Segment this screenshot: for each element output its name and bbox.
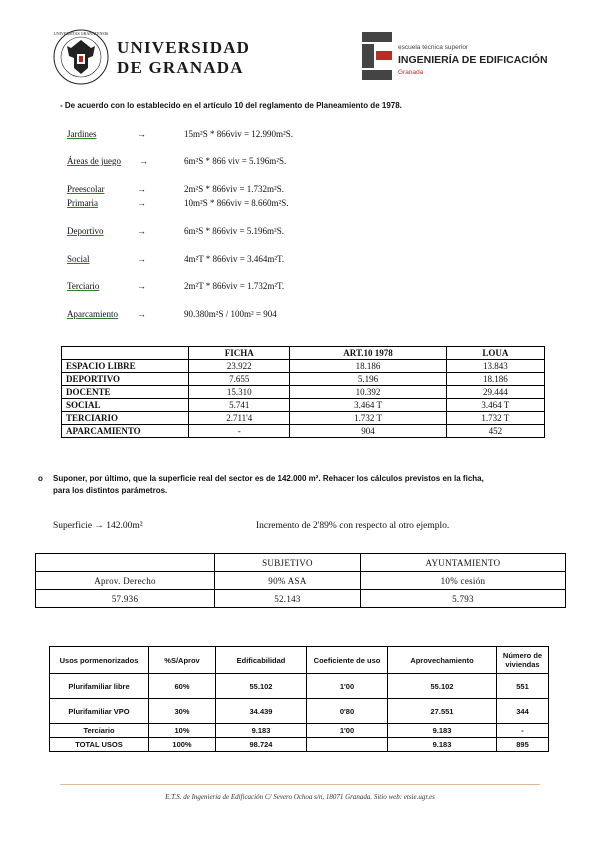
arrow-icon: → — [137, 309, 146, 319]
calc-value: 4m²T * 866viv = 3.464m²T. — [184, 254, 285, 264]
table-cell: 90% ASA — [215, 572, 361, 590]
arrow-icon: → — [139, 156, 148, 166]
table-cell: 34.439 — [216, 699, 307, 724]
table-cell: Plurifamiliar VPO — [50, 699, 149, 724]
table-cell: - — [189, 425, 290, 438]
table-cell: 60% — [149, 674, 216, 699]
table-header-row — [50, 647, 549, 674]
calc-label: Preescolar — [67, 184, 105, 194]
table-header-cell: AYUNTAMIENTO — [360, 554, 565, 572]
school-subtitle: escuela técnica superior — [398, 44, 469, 51]
university-name-line1: UNIVERSIDAD — [117, 38, 251, 57]
table-cell: 30% — [149, 699, 216, 724]
calc-label: Jardines — [67, 129, 97, 139]
arrow-icon: → — [137, 226, 146, 236]
table-cell: 52.143 — [215, 590, 361, 608]
table-cell: 904 — [290, 425, 446, 438]
table-cell: 18.186 — [290, 360, 446, 373]
calc-label: Terciario — [67, 281, 100, 291]
table-cell: 1'00 — [307, 674, 388, 699]
table-cell: 344 — [497, 699, 549, 724]
table-cell: 0'80 — [307, 699, 388, 724]
table-row — [36, 590, 566, 608]
table-cell: Terciario — [50, 724, 149, 738]
university-name-line2: DE GRANADA — [117, 58, 244, 77]
table-header-cell: Usos pormenorizados — [50, 647, 149, 674]
table-cell: 3.464 T — [446, 399, 544, 412]
table-cell: 23.922 — [189, 360, 290, 373]
calc-value: 2m²S * 866viv = 1.732m²S. — [184, 184, 284, 194]
table-cell: 27.551 — [388, 699, 497, 724]
table-cell: 1.732 T — [446, 412, 544, 425]
bullet-line: para los distintos parámetros. — [53, 486, 168, 495]
school-name-block — [398, 42, 548, 78]
table-row — [62, 386, 545, 399]
table-cell: 57.936 — [36, 590, 215, 608]
seal-text: UNIVERSITAS GRANATENSIS — [53, 31, 109, 36]
bullet-text — [53, 473, 484, 497]
calc-value: 2m²T * 866viv = 1.732m²T. — [184, 281, 285, 291]
comparison-table — [61, 346, 545, 438]
table-cell: TOTAL USOS — [50, 738, 149, 752]
arrow-icon: → — [137, 198, 146, 208]
table-header-cell: SUBJETIVO — [215, 554, 361, 572]
table-cell: 5.196 — [290, 373, 446, 386]
usos-table — [49, 646, 549, 752]
table-cell: 1'00 — [307, 724, 388, 738]
table-row — [50, 699, 549, 724]
table-cell: 55.102 — [216, 674, 307, 699]
aprovechamiento-table — [35, 553, 566, 608]
table-cell: 5.793 — [360, 590, 565, 608]
table-header-cell: Número de viviendas — [497, 647, 549, 674]
table-cell: 18.186 — [446, 373, 544, 386]
table-header-cell — [36, 554, 215, 572]
table-row — [62, 360, 545, 373]
table-row — [62, 373, 545, 386]
table-header-row — [36, 554, 566, 572]
table-cell: - — [497, 724, 549, 738]
table-cell: 5.741 — [189, 399, 290, 412]
ugr-seal-logo — [52, 28, 110, 86]
etsie-logo-mark — [362, 32, 392, 80]
calc-value: 10m²S * 866viv = 8.660m²S. — [184, 198, 289, 208]
calc-value: 15m²S * 866viv = 12.990m²S. — [184, 129, 293, 139]
table-row — [50, 674, 549, 699]
table-header-row — [62, 347, 545, 360]
table-cell: 10% — [149, 724, 216, 738]
table-row — [62, 412, 545, 425]
table-header-cell — [62, 347, 189, 360]
table-cell: 13.843 — [446, 360, 544, 373]
superficie-text: Superficie → 142.00m² — [53, 521, 143, 531]
calc-label: Deportivo — [67, 226, 104, 236]
school-city: Granada — [398, 69, 424, 76]
table-cell: 452 — [446, 425, 544, 438]
table-cell: 100% — [149, 738, 216, 752]
arrow-icon: → — [137, 129, 146, 139]
table-cell: DOCENTE — [62, 386, 189, 399]
table-cell: 29.444 — [446, 386, 544, 399]
calc-label: Aparcamiento — [67, 309, 118, 319]
table-header-cell: ART.10 1978 — [290, 347, 446, 360]
calc-label: Social — [67, 254, 90, 264]
university-name — [117, 38, 250, 78]
arrow-icon: → — [137, 184, 146, 194]
table-row — [50, 724, 549, 738]
bullet-icon: o — [38, 474, 43, 483]
table-row — [50, 738, 549, 752]
table-row — [62, 399, 545, 412]
table-cell: SOCIAL — [62, 399, 189, 412]
table-header-cell: %S/Aprov — [149, 647, 216, 674]
table-cell: 3.464 T — [290, 399, 446, 412]
calc-label: Primaria — [67, 198, 98, 208]
table-cell — [307, 738, 388, 752]
table-cell: ESPACIO LIBRE — [62, 360, 189, 373]
table-cell: TERCIARIO — [62, 412, 189, 425]
table-cell: 10% cesión — [360, 572, 565, 590]
footer-divider — [60, 784, 540, 785]
table-cell: 9.183 — [216, 724, 307, 738]
table-cell: 9.183 — [388, 724, 497, 738]
table-cell: 895 — [497, 738, 549, 752]
table-cell: 7.655 — [189, 373, 290, 386]
incremento-text: Incremento de 2'89% con respecto al otro ejemplo. — [256, 521, 450, 531]
table-header-cell: Coeficiente de uso — [307, 647, 388, 674]
intro-text: - De acuerdo con lo establecido en el artículo 10 del reglamento de Planeamiento de 1978. — [60, 101, 402, 110]
table-header-cell: FICHA — [189, 347, 290, 360]
bullet-line: Suponer, por último, que la superficie real del sector es de 142.000 m². Rehacer los cálculos previstos en la ficha, — [53, 474, 484, 483]
arrow-icon: → — [137, 254, 146, 264]
table-cell: 10.392 — [290, 386, 446, 399]
table-cell: 1.732 T — [290, 412, 446, 425]
table-header-cell: Aprovechamiento — [388, 647, 497, 674]
table-cell: 98.724 — [216, 738, 307, 752]
calc-value: 6m²S * 866 viv = 5.196m²S. — [184, 156, 287, 166]
table-header-cell: LOUA — [446, 347, 544, 360]
table-cell: 551 — [497, 674, 549, 699]
table-cell: DEPORTIVO — [62, 373, 189, 386]
table-cell: 2.711'4 — [189, 412, 290, 425]
table-cell: 15.310 — [189, 386, 290, 399]
school-title: INGENIERÍA DE EDIFICACIÓN — [398, 54, 548, 66]
calc-value: 90.380m²S / 100m² = 904 — [184, 309, 277, 319]
table-cell: APARCAMIENTO — [62, 425, 189, 438]
calc-label: Áreas de juego — [67, 156, 121, 166]
calc-value: 6m²S * 866viv = 5.196m²S. — [184, 226, 284, 236]
table-cell: Plurifamiliar libre — [50, 674, 149, 699]
arrow-icon: → — [137, 281, 146, 291]
table-cell: 9.183 — [388, 738, 497, 752]
table-row — [62, 425, 545, 438]
table-cell: 55.102 — [388, 674, 497, 699]
table-header-cell: Edificabilidad — [216, 647, 307, 674]
page-footer: E.T.S. de Ingeniería de Edificación C/ Severo Ochoa s/n, 18071 Granada. Sitio web: etsie.ugr.es — [165, 793, 435, 801]
table-cell: Aprov. Derecho — [36, 572, 215, 590]
table-row — [36, 572, 566, 590]
